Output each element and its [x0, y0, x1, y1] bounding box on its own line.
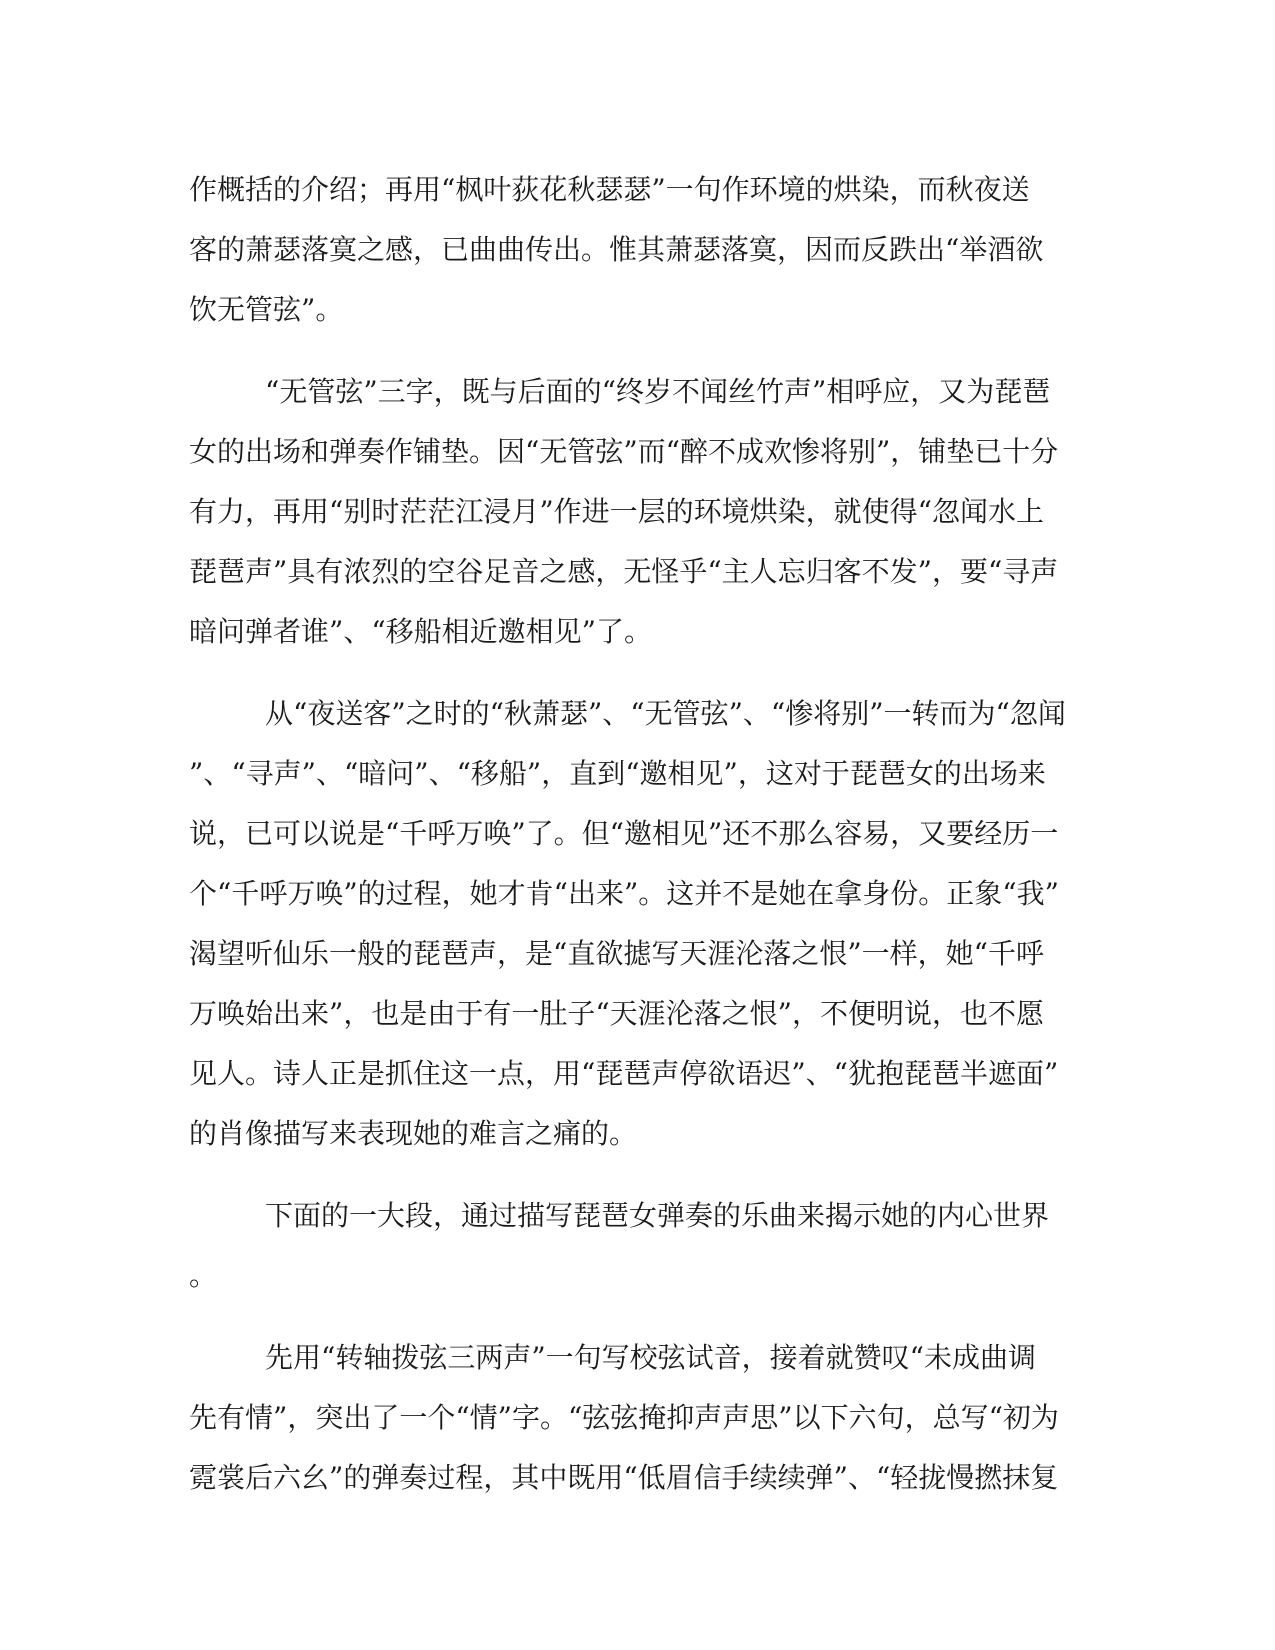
paragraph-line: 有力，再用“别时茫茫江浸月”作进一层的环境烘染，就使得“忽闻水上	[189, 495, 1044, 528]
paragraph-line: 个“千呼万唤”的过程，她才肯“出来”。这并不是她在拿身份。正象“我”	[189, 877, 1059, 910]
paragraph-line: 客的萧瑟落寞之感，已曲曲传出。惟其萧瑟落寞，因而反跌出“举酒欲	[189, 233, 1044, 266]
paragraph-line: ”、“寻声”、“暗问”、“移船”，直到“邀相见”，这对于琵琶女的出场来	[189, 757, 1046, 790]
paragraph-line: 万唤始出来”，也是由于有一肚子“天涯沦落之恨”，不便明说，也不愿	[189, 997, 1044, 1030]
paragraph-line: 女的出场和弹奏作铺垫。因“无管弦”而“醉不成欢惨将别”，铺垫已十分	[189, 435, 1059, 468]
paragraph-line: 下面的一大段，通过描写琵琶女弹奏的乐曲来揭示她的内心世界	[265, 1199, 1050, 1232]
paragraph-5	[189, 1328, 1089, 1508]
paragraph-line: 作概括的介绍；再用“枫叶荻花秋瑟瑟”一句作环境的烘染，而秋夜送	[189, 173, 1030, 206]
paragraph-line: 见人。诗人正是抓住这一点，用“琵琶声停欲语迟”、“犹抱琵琶半遮面”	[189, 1057, 1059, 1090]
document-body	[189, 160, 1089, 1508]
paragraph-3	[189, 684, 1089, 1164]
paragraph-line: 霓裳后六幺”的弹奏过程，其中既用“低眉信手续续弹”、“轻拢慢撚抹复	[189, 1461, 1059, 1494]
paragraph-4	[189, 1186, 1089, 1306]
paragraph-1	[189, 160, 1089, 340]
paragraph-line: 饮无管弦”。	[189, 293, 344, 326]
paragraph-line: 先用“转轴拨弦三两声”一句写校弦试音，接着就赞叹“未成曲调	[265, 1341, 1036, 1374]
paragraph-line: 的肖像描写来表现她的难言之痛的。	[189, 1117, 638, 1150]
paragraph-2	[189, 362, 1089, 662]
paragraph-line: 先有情”，突出了一个“情”字。“弦弦掩抑声声思”以下六句，总写“初为	[189, 1401, 1059, 1434]
paragraph-line: 。	[189, 1259, 218, 1292]
paragraph-line: 从“夜送客”之时的“秋萧瑟”、“无管弦”、“惨将别”一转而为“忽闻	[265, 697, 1066, 730]
paragraph-line: 琵琶声”具有浓烈的空谷足音之感，无怪乎“主人忘归客不发”，要“寻声	[189, 555, 1059, 588]
paragraph-line: 说，已可以说是“千呼万唤”了。但“邀相见”还不那么容易，又要经历一	[189, 817, 1059, 850]
paragraph-line: 暗问弹者谁”、“移船相近邀相见”了。	[189, 615, 652, 648]
paragraph-line: “无管弦”三字，既与后面的“终岁不闻丝竹声”相呼应，又为琵琶	[265, 375, 1051, 408]
paragraph-line: 渴望听仙乐一般的琵琶声，是“直欲摅写天涯沦落之恨”一样，她“千呼	[189, 937, 1044, 970]
